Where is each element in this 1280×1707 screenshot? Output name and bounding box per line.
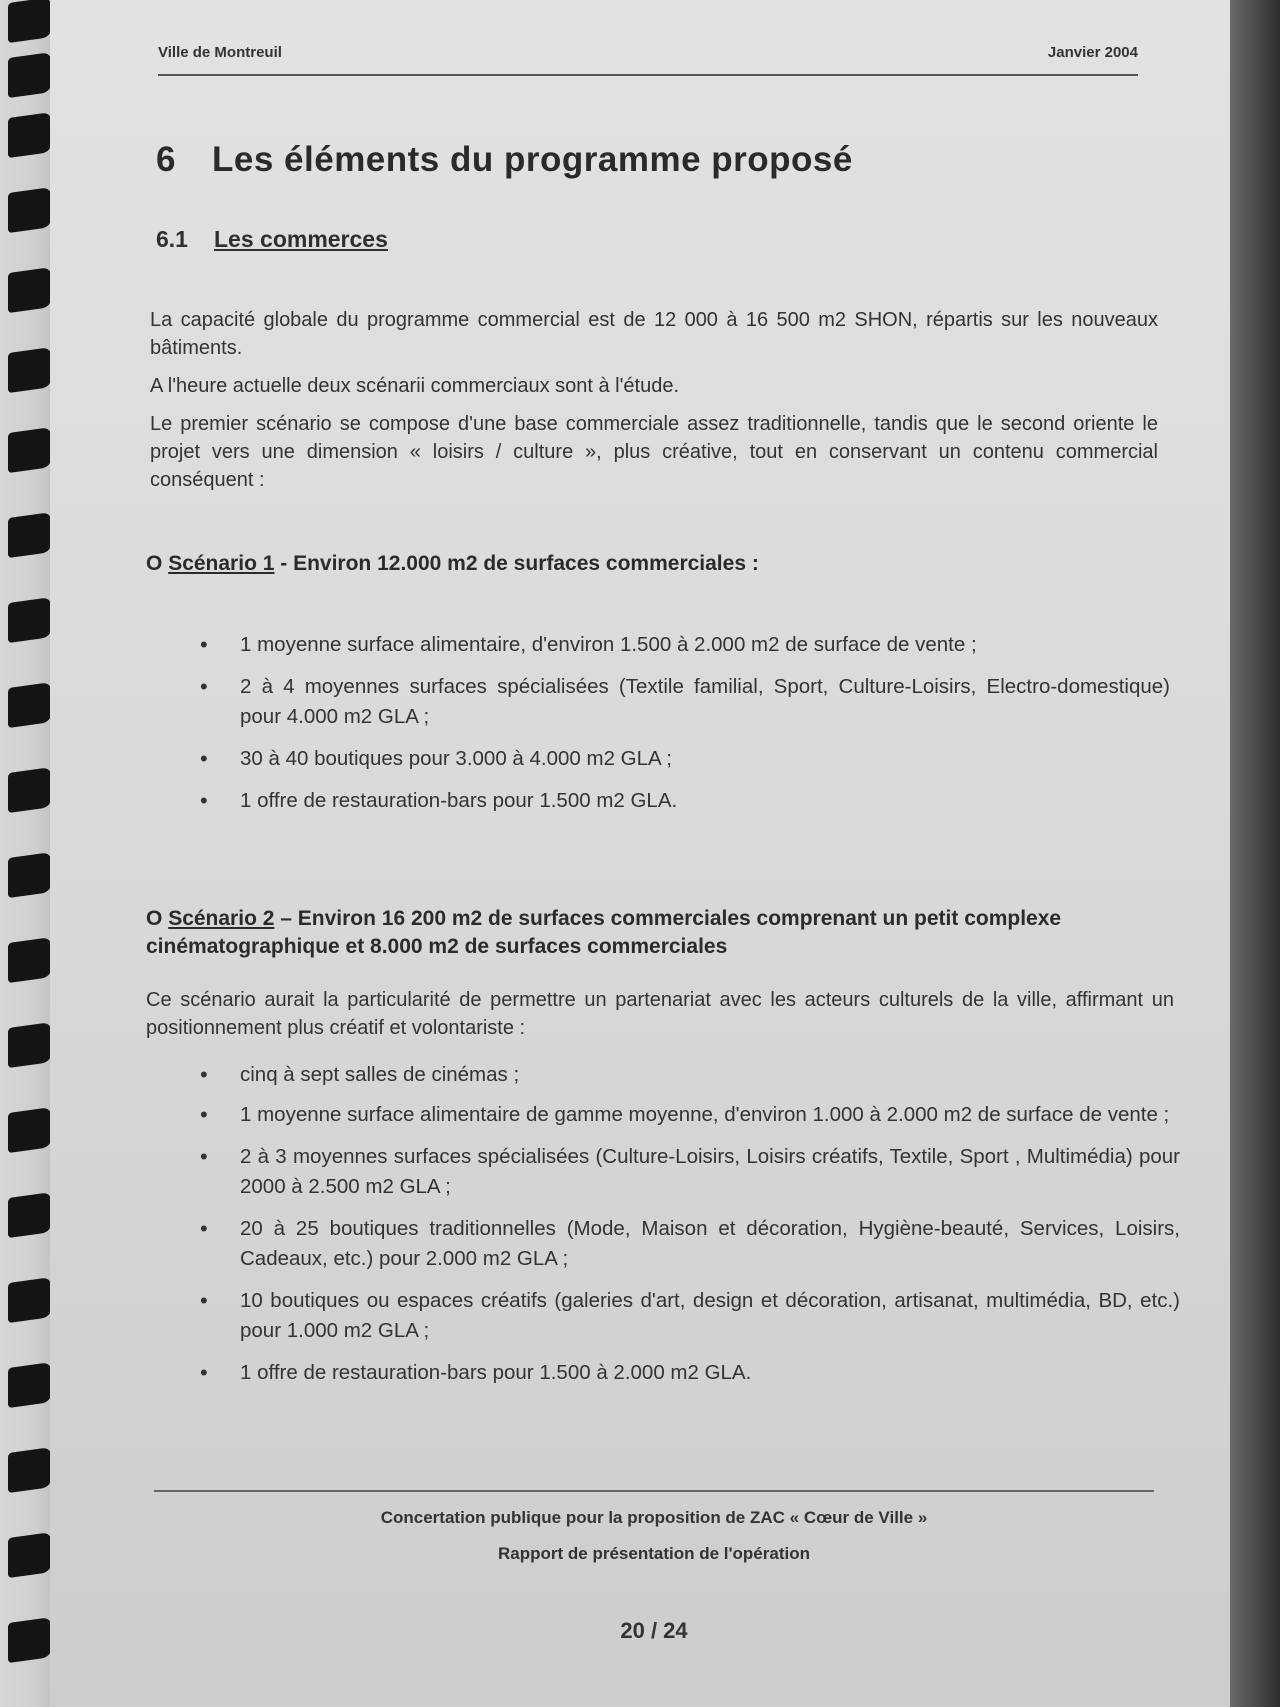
list-item: • 2 à 3 moyennes surfaces spécialisées (Culture-Loisirs, Loisirs créatifs, Textile, Sport , Multimédia) pour 2000 à 2.500 m2 GLA ; [200,1142,1180,1202]
intro-paragraph-3: Le premier scénario se compose d'une base commerciale assez traditionnelle, tandis que le second oriente le projet vers une dimension « loisirs / culture », plus créative, tout en conservant un contenu commercial conséquent : [150,413,1158,491]
footer-line-1: Concertation publique pour la proposition de ZAC « Cœur de Ville » [380,1508,928,1527]
section-title-text: Les commerces [214,226,388,252]
header-rule [158,74,1138,76]
scenario-1-list [200,630,1170,816]
scenario-2-heading [146,905,1174,961]
document-page [50,0,1230,1707]
footer-line-2: Rapport de présentation de l'opération [498,1544,810,1563]
footer-rule [154,1490,1154,1492]
scenario-2-marker: O [146,907,163,930]
section-title [156,226,388,253]
header-right: Janvier 2004 [1047,44,1138,61]
scenario-2-description: Ce scénario aurait la particularité de permettre un partenariat avec les acteurs culturels de la ville, affirmant un positionnement plus créatif et volontariste : [146,989,1174,1039]
list-item: • 1 moyenne surface alimentaire de gamme moyenne, d'environ 1.000 à 2.000 m2 de surface de vente ; [200,1100,1180,1130]
section-number: 6.1 [156,226,188,252]
scenario-2-label: Scénario 2 [168,907,275,930]
scenario-1-marker: O [146,552,163,575]
list-item: • 1 offre de restauration-bars pour 1.500 à 2.000 m2 GLA. [200,1358,1180,1388]
scenario-2-heading-text: – Environ 16 200 m2 de surfaces commerciales comprenant un petit complexe cinématographique et 8.000 m2 de surfaces commerciales [146,907,1062,958]
chapter-number: 6 [156,140,176,179]
list-item: • 2 à 4 moyennes surfaces spécialisées (Textile familial, Sport, Culture-Loisirs, Electro-domestique) pour 4.000 m2 GLA ; [200,672,1170,732]
list-item: • 10 boutiques ou espaces créatifs (galeries d'art, design et décoration, artisanat, multimédia, BD, etc.) pour 1.000 m2 GLA ; [200,1286,1180,1346]
intro-paragraph-2: A l'heure actuelle deux scénarii commerciaux sont à l'étude. [150,375,680,397]
chapter-title [156,140,853,180]
scenario-1-heading-text: - Environ 12.000 m2 de surfaces commerciales : [274,552,759,575]
list-item: • 1 moyenne surface alimentaire, d'environ 1.500 à 2.000 m2 de surface de vente ; [200,630,1170,660]
page-number: 20 / 24 [620,1618,688,1643]
list-item: • 20 à 25 boutiques traditionnelles (Mode, Maison et décoration, Hygiène-beauté, Services, Loisirs, Cadeaux, etc.) pour 2.000 m2 GLA ; [200,1214,1180,1274]
list-item: • 30 à 40 boutiques pour 3.000 à 4.000 m2 GLA ; [200,744,1170,774]
header-left: Ville de Montreuil [158,44,282,61]
scenario-1-heading [146,550,1174,578]
list-item: • 1 offre de restauration-bars pour 1.500 m2 GLA. [200,786,1170,816]
intro-paragraph-1: La capacité globale du programme commercial est de 12 000 à 16 500 m2 SHON, répartis sur les nouveaux bâtiments. [150,309,1158,359]
scenario-2-list [200,1060,1180,1388]
page-header [158,44,1138,61]
scenario-1-label: Scénario 1 [168,552,275,575]
page-edge-shadow [1230,0,1280,1707]
chapter-title-text: Les éléments du programme proposé [212,140,853,179]
list-item: • cinq à sept salles de cinémas ; [200,1060,1180,1090]
